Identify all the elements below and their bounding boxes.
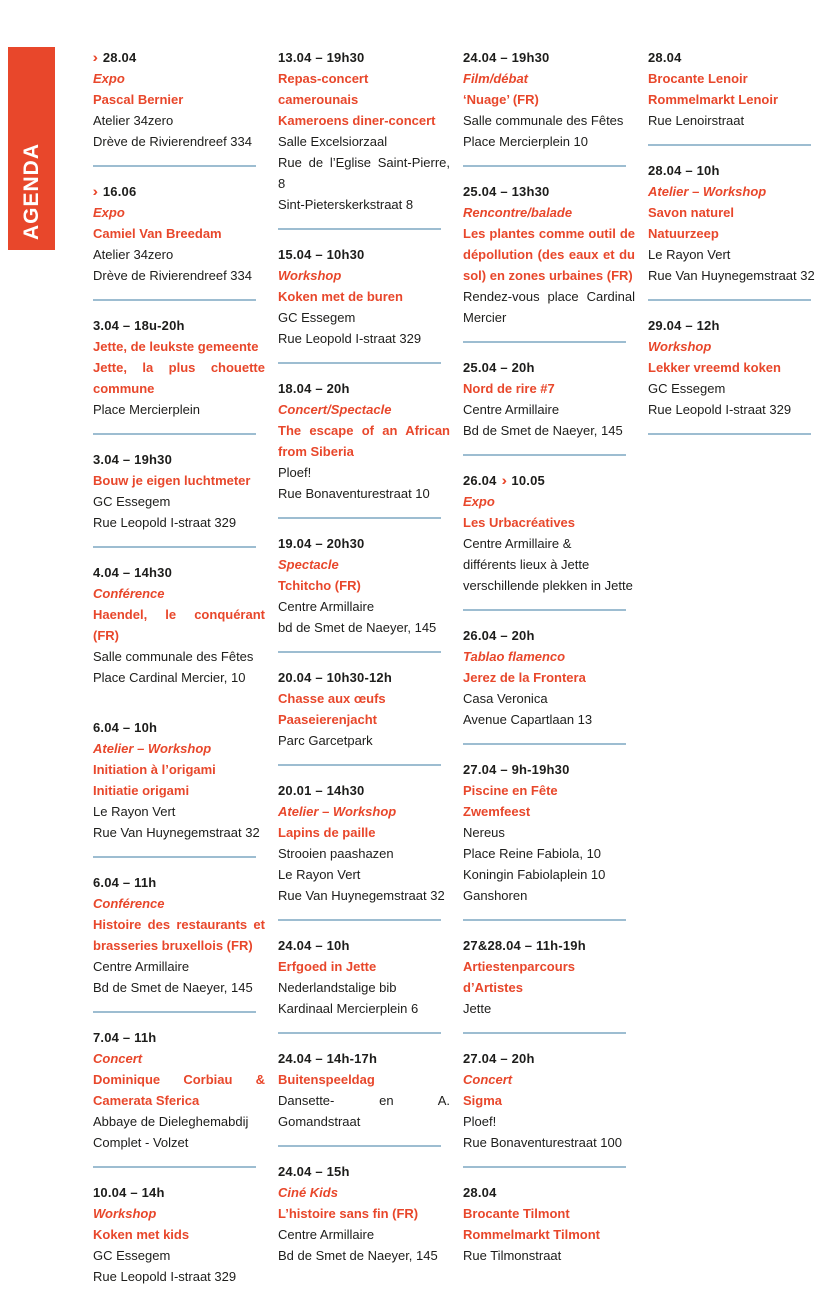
event-venue: Bd de Smet de Naeyer, 145 [93, 980, 253, 995]
event-venue: Le Rayon Vert [648, 247, 731, 262]
event-venue: Place Reine Fabiola, 10 [463, 846, 602, 861]
event-title: Jerez de la Frontera [463, 670, 586, 685]
event-separator [278, 651, 441, 653]
event-separator [463, 165, 626, 167]
event-separator [93, 433, 256, 435]
event-card [278, 378, 450, 504]
event-card [93, 315, 265, 420]
event-card [278, 1161, 450, 1266]
event-category: Workshop [278, 268, 342, 283]
event-venue: Rue Leopold I-straat 329 [648, 402, 792, 417]
event-card [648, 315, 820, 420]
event-title: L’histoire sans fin (FR) [278, 1206, 419, 1221]
event-separator [278, 228, 441, 230]
event-venue: Rue Bonaventurestraat 100 [463, 1135, 622, 1150]
event-title: Initiation à l’origami [93, 762, 216, 777]
event-venue: Complet - Volzet [93, 1135, 189, 1150]
event-venue: Rue Lenoirstraat [648, 113, 745, 128]
event-date: 15.04 – 10h30 [278, 247, 365, 262]
event-venue: Sint-Pieterskerkstraat 8 [278, 197, 414, 212]
event-venue: Ploef! [463, 1114, 497, 1129]
event-category: Tablao flamenco [463, 649, 566, 664]
event-venue: Nereus [463, 825, 505, 840]
event-card [463, 935, 635, 1019]
event-venue: Parc Garcetpark [278, 733, 373, 748]
event-card [93, 562, 265, 688]
event-venue: Salle Excelsiorzaal [278, 134, 388, 149]
event-separator [93, 546, 256, 548]
event-category: Conférence [93, 586, 165, 601]
event-venue: Rue Bonaventurestraat 10 [278, 486, 430, 501]
event-date: › 28.04 [93, 47, 265, 68]
event-category: Expo [93, 205, 125, 220]
event-date: › 16.06 [93, 181, 265, 202]
event-venue: Rendez-vous place Cardinal Mercier [463, 289, 635, 325]
event-card [278, 47, 450, 215]
event-separator [463, 1166, 626, 1168]
event-title: Zwemfeest [463, 804, 531, 819]
event-category: Spectacle [278, 557, 339, 572]
event-date: 7.04 – 11h [93, 1030, 157, 1045]
event-separator [278, 362, 441, 364]
event-venue: Rue de l’Eglise Saint-Pierre, 8 [278, 155, 450, 191]
event-venue: Avenue Capartlaan 13 [463, 712, 593, 727]
event-title: Brocante Tilmont [463, 1206, 570, 1221]
event-card [278, 533, 450, 638]
event-separator [648, 433, 811, 435]
event-venue: Rue Van Huynegemstraat 32 [648, 268, 815, 283]
event-title: Camiel Van Breedam [93, 226, 222, 241]
event-venue: GC Essegem [93, 494, 171, 509]
event-title: Buitenspeeldag [278, 1072, 375, 1087]
event-venue: différents lieux à Jette [463, 557, 590, 572]
event-date: 26.04 – 20h [463, 628, 535, 643]
event-category: Concert [463, 1072, 513, 1087]
agenda-column-4 [648, 47, 820, 449]
event-separator [463, 341, 626, 343]
event-card [93, 449, 265, 533]
event-separator [93, 299, 256, 301]
event-date: 3.04 – 19h30 [93, 452, 173, 467]
event-title: Jette, la plus chouette commune [93, 360, 265, 396]
event-date: 28.04 [648, 50, 682, 65]
event-title: ‘Nuage’ (FR) [463, 92, 539, 107]
event-card [278, 244, 450, 349]
agenda-column-2 [278, 47, 450, 1295]
event-gap [463, 1266, 635, 1295]
event-venue: Le Rayon Vert [278, 867, 361, 882]
event-date: 28.04 [463, 1185, 497, 1200]
event-date: 3.04 – 18u-20h [93, 318, 185, 333]
event-date: 27.04 – 9h-19h30 [463, 762, 570, 777]
event-venue: verschillende plekken in Jette [463, 578, 633, 593]
event-card [648, 160, 820, 286]
event-date: 10.04 – 14h [93, 1185, 165, 1200]
event-venue: GC Essegem [648, 381, 726, 396]
event-venue: Rue Leopold I-straat 329 [93, 515, 237, 530]
event-venue: Abbaye de Dieleghemabdij [93, 1114, 249, 1129]
event-separator [463, 609, 626, 611]
event-title: Histoire des restaurants et brasseries bruxellois (FR) [93, 917, 265, 953]
event-separator [463, 743, 626, 745]
event-title: Erfgoed in Jette [278, 959, 377, 974]
event-separator [93, 856, 256, 858]
event-date: 24.04 – 15h [278, 1164, 350, 1179]
event-date: 24.04 – 10h [278, 938, 350, 953]
event-venue: Centre Armillaire [278, 1227, 375, 1242]
agenda-label: AGENDA [19, 142, 43, 240]
event-venue: Dansette- en A. Gomandstraat [278, 1093, 450, 1129]
agenda-column-3 [463, 47, 635, 1295]
event-date: 20.01 – 14h30 [278, 783, 365, 798]
event-venue: Centre Armillaire [463, 402, 560, 417]
event-date: 25.04 – 13h30 [463, 184, 550, 199]
event-gap [93, 688, 265, 717]
event-title: Sigma [463, 1093, 503, 1108]
event-card [648, 47, 820, 131]
event-title: Initiatie origami [93, 783, 190, 798]
event-date: 26.04 › 10.05 [463, 470, 635, 491]
event-title: Savon naturel [648, 205, 734, 220]
event-separator [93, 1166, 256, 1168]
event-venue: Koningin Fabiolaplein 10 [463, 867, 606, 882]
event-date: 19.04 – 20h30 [278, 536, 365, 551]
event-venue: Rue Van Huynegemstraat 32 [93, 825, 260, 840]
event-venue: Atelier 34zero [93, 247, 174, 262]
event-separator [463, 919, 626, 921]
event-title: Les Urbacréatives [463, 515, 576, 530]
event-date: 4.04 – 14h30 [93, 565, 173, 580]
event-separator [93, 165, 256, 167]
event-venue: Kardinaal Mercierplein 6 [278, 1001, 419, 1016]
event-date: 13.04 – 19h30 [278, 50, 365, 65]
event-venue: Bd de Smet de Naeyer, 145 [278, 1248, 438, 1263]
event-title: Lekker vreemd koken [648, 360, 781, 375]
event-title: Nord de rire #7 [463, 381, 555, 396]
event-date: 24.04 – 14h-17h [278, 1051, 378, 1066]
event-date: 27&28.04 – 11h-19h [463, 938, 586, 953]
event-venue: Atelier 34zero [93, 113, 174, 128]
event-category: Workshop [648, 339, 712, 354]
event-title: Repas-concert camerounais [278, 71, 369, 107]
event-card [463, 1182, 635, 1266]
event-card [278, 780, 450, 906]
event-separator [463, 1032, 626, 1034]
event-card [463, 181, 635, 328]
event-title: Kameroens diner-concert [278, 113, 436, 128]
event-venue: Strooien paashazen [278, 846, 394, 861]
event-separator [648, 299, 811, 301]
event-venue: Drève de Rivierendreef 334 [93, 134, 252, 149]
event-card [463, 625, 635, 730]
event-separator [278, 764, 441, 766]
event-title: Tchitcho (FR) [278, 578, 361, 593]
event-date: 29.04 – 12h [648, 318, 720, 333]
event-category: Expo [463, 494, 495, 509]
event-separator [93, 1011, 256, 1013]
event-card [93, 1027, 265, 1153]
event-venue: Jette [463, 1001, 492, 1016]
event-card [278, 1048, 450, 1132]
event-venue: Rue Leopold I-straat 329 [93, 1269, 237, 1284]
event-card [93, 717, 265, 843]
event-venue: Ploef! [278, 465, 312, 480]
event-date: 28.04 – 10h [648, 163, 720, 178]
event-venue: Centre Armillaire [278, 599, 375, 614]
event-venue: bd de Smet de Naeyer, 145 [278, 620, 437, 635]
event-title: Brocante Lenoir [648, 71, 748, 86]
event-venue: Casa Veronica [463, 691, 548, 706]
event-category: Concert [93, 1051, 143, 1066]
event-category: Film/débat [463, 71, 529, 86]
event-title: Koken met de buren [278, 289, 403, 304]
event-title: Pascal Bernier [93, 92, 184, 107]
event-title: Piscine en Fête [463, 783, 558, 798]
event-separator [648, 144, 811, 146]
event-title: Paaseierenjacht [278, 712, 378, 727]
event-venue: Centre Armillaire & [463, 536, 572, 551]
event-venue: Salle communale des Fêtes [463, 113, 624, 128]
event-title: Les plantes comme outil de dépollution (des eaux et du sol) en zones urbaines (FR) [463, 226, 635, 283]
event-title: Haendel, le conquérant (FR) [93, 607, 265, 643]
event-venue: Place Cardinal Mercier, 10 [93, 670, 246, 685]
event-card [463, 357, 635, 441]
event-card [463, 1048, 635, 1153]
event-venue: Rue Leopold I-straat 329 [278, 331, 422, 346]
event-venue: Rue Van Huynegemstraat 32 [278, 888, 445, 903]
event-title: Lapins de paille [278, 825, 376, 840]
event-title: Rommelmarkt Tilmont [463, 1227, 601, 1242]
event-venue: Place Mercierplein 10 [463, 134, 589, 149]
event-venue: GC Essegem [93, 1248, 171, 1263]
event-category: Concert/Spectacle [278, 402, 392, 417]
event-title: Bouw je eigen luchtmeter [93, 473, 251, 488]
chevron-right-icon: › [92, 49, 99, 65]
event-category: Expo [93, 71, 125, 86]
event-venue: Salle communale des Fêtes [93, 649, 254, 664]
event-venue: Nederlandstalige bib [278, 980, 397, 995]
agenda-column-1 [93, 47, 265, 1316]
agenda-columns [93, 47, 820, 1316]
event-venue: Drève de Rivierendreef 334 [93, 268, 252, 283]
event-date: 18.04 – 20h [278, 381, 350, 396]
event-card [278, 935, 450, 1019]
event-card [278, 667, 450, 751]
event-category: Ciné Kids [278, 1185, 338, 1200]
event-category: Rencontre/balade [463, 205, 573, 220]
event-venue: Centre Armillaire [93, 959, 190, 974]
event-gap [278, 1266, 450, 1295]
event-card [93, 872, 265, 998]
event-venue: Ganshoren [463, 888, 528, 903]
event-gap [93, 1287, 265, 1316]
event-card [463, 47, 635, 152]
event-date: 24.04 – 19h30 [463, 50, 550, 65]
agenda-tab [8, 47, 55, 250]
event-card [93, 1182, 265, 1287]
chevron-right-icon: › [501, 472, 507, 488]
event-separator [278, 517, 441, 519]
event-separator [278, 919, 441, 921]
event-card [93, 47, 265, 152]
event-date: 25.04 – 20h [463, 360, 535, 375]
event-card [463, 470, 635, 596]
event-category: Atelier – Workshop [93, 741, 212, 756]
event-title: Chasse aux œufs [278, 691, 386, 706]
event-title: Jette, de leukste gemeente [93, 339, 259, 354]
event-title: Koken met kids [93, 1227, 190, 1242]
event-separator [463, 454, 626, 456]
event-category: Conférence [93, 896, 165, 911]
event-title: The escape of an African from Siberia [278, 423, 450, 459]
event-date: 27.04 – 20h [463, 1051, 535, 1066]
event-separator [278, 1032, 441, 1034]
event-title: Dominique Corbiau & Camerata Sferica [93, 1072, 265, 1108]
event-separator [278, 1145, 441, 1147]
event-date: 20.04 – 10h30-12h [278, 670, 392, 685]
event-title: Natuurzeep [648, 226, 719, 241]
event-category: Atelier – Workshop [648, 184, 767, 199]
event-venue: Bd de Smet de Naeyer, 145 [463, 423, 623, 438]
event-title: Rommelmarkt Lenoir [648, 92, 779, 107]
event-card [463, 759, 635, 906]
event-card [93, 181, 265, 286]
event-category: Workshop [93, 1206, 157, 1221]
event-category: Atelier – Workshop [278, 804, 397, 819]
event-venue: Le Rayon Vert [93, 804, 176, 819]
event-date: 6.04 – 10h [93, 720, 158, 735]
event-venue: Place Mercierplein [93, 402, 200, 417]
event-date: 6.04 – 11h [93, 875, 157, 890]
chevron-right-icon: › [92, 183, 99, 199]
event-venue: Rue Tilmonstraat [463, 1248, 562, 1263]
event-venue: GC Essegem [278, 310, 356, 325]
event-title: Artiestenparcours d’Artistes [463, 959, 575, 995]
